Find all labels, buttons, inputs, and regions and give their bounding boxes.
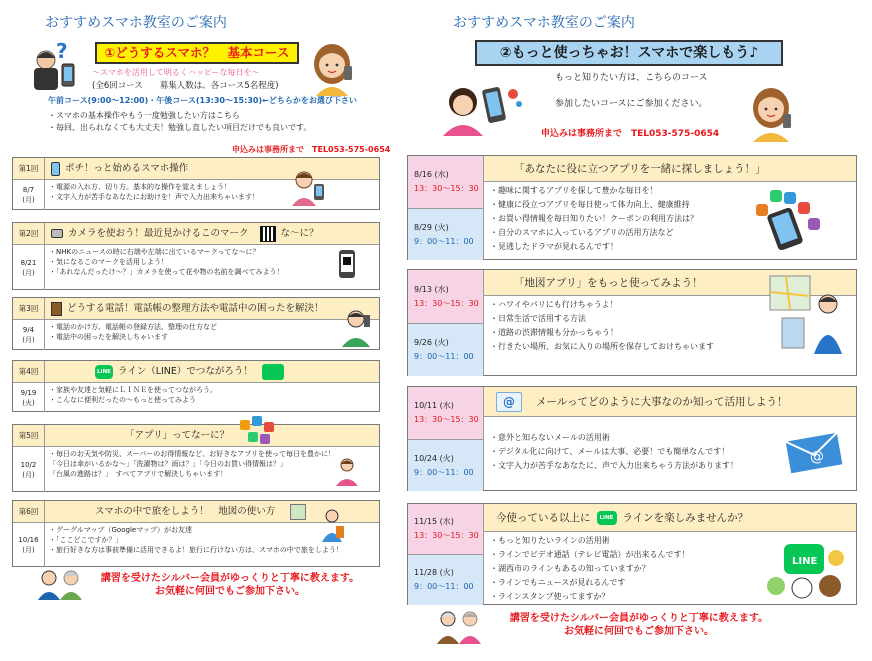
svg-text:LINE: LINE: [792, 556, 818, 567]
right-apply-contact: 申込みは事務所まで TEL053-575-0654: [541, 129, 720, 139]
course-day: 11/15 (水): [414, 517, 454, 526]
course-title: 「あなたに役に立つアプリを一緒に探しましょう！」: [514, 162, 766, 175]
line-app-icon: LINE: [597, 511, 617, 525]
svg-text:@: @: [810, 449, 824, 465]
course-bullet: ・お買い得情報を毎日知りたい！クーポンの利用方法は？: [490, 214, 698, 223]
lesson-3: [12, 297, 380, 350]
course-email: [407, 386, 857, 491]
lesson-date: 9/4: [22, 326, 35, 334]
right-sub-2: 参加したいコースにご参加ください。: [555, 99, 708, 109]
lesson-weekday: (月): [22, 268, 35, 277]
phone-icon: [51, 162, 60, 176]
confused-person-illustration: [26, 40, 82, 92]
course-bullet: ・ラインスタンプ使ってますか？: [490, 592, 610, 601]
lesson-number: 第3回: [13, 298, 45, 319]
course-time: 13：30～15：30: [414, 184, 479, 193]
lesson-weekday: (月): [22, 470, 35, 479]
lesson-number: 第6回: [13, 501, 45, 522]
course-time: 9：00～11：00: [414, 352, 474, 361]
course-time: 9：00～11：00: [414, 582, 474, 591]
note-2: ・毎回、出られなくても大丈夫！勉強し直したい項目だけでも良いです。: [48, 123, 312, 132]
lesson-title: カメラを使おう！最近見かけるこのマーク: [68, 227, 249, 239]
course-time: 9：00～11：00: [414, 467, 474, 477]
senior-teachers-illustration: [435, 608, 483, 644]
tagline: ～スマホを活用して明るくハッピーな毎日を～: [92, 68, 260, 77]
course-bullet: ・ハワイやパリにも行けちゃうよ！: [490, 300, 618, 309]
senior-teachers-illustration: [36, 568, 84, 600]
course-title: 今使っている以上に: [496, 511, 591, 524]
course-day: 8/16 (水): [414, 170, 449, 179]
app-icons-illustration: [238, 414, 278, 446]
lesson-bullet: ・旅行好きな方は事前準備に活用できるよ！旅行に行けない方は、スマホの中で旅をしよう！: [49, 546, 343, 554]
course-title: 「地図アプリ」をもっと使ってみよう！: [514, 276, 703, 289]
envelope-illustration: [784, 431, 848, 475]
lesson-bullet: ・電話中の困ったを解決しちゃいます: [49, 333, 168, 341]
course-day: 10/24 (火): [414, 453, 454, 463]
lesson-date: 10/2: [20, 460, 37, 469]
footer-line-2: お気軽に何回でもご参加下さい。: [155, 586, 305, 597]
course-bullet: ・健康に役立つアプリを毎日使って体力向上、健康維持: [490, 200, 690, 209]
phone-scanning-icon: [338, 249, 356, 279]
line-app-icon: LINE: [95, 365, 113, 379]
lesson-bullet: ・こんなに便利だったの～もっと使ってみよう: [49, 396, 196, 404]
course-day: 9/13 (水): [414, 284, 449, 294]
lesson-date: 8/7: [22, 186, 35, 194]
lesson-4: [12, 360, 380, 412]
course-day: 11/28 (火): [414, 568, 454, 577]
map-and-man-illustration: [768, 274, 848, 364]
woman-typing-illustration: [290, 166, 330, 206]
course-time: 13：30～15：30: [414, 531, 479, 540]
basic-course-title: ①どうするスマホ？ 基本コース: [95, 42, 299, 64]
course-day: 9/26 (火): [414, 338, 449, 347]
lesson-bullet: ・NHKのニュースの時に右端や左端に出ているマークってな～に？: [49, 248, 260, 256]
lesson-bullet: ・気になるこのマークを活用しよう！: [49, 258, 168, 266]
lesson-bullet: ・電源の入れ方、切り方。基本的な操作を覚えましょう！: [49, 183, 231, 191]
course-line: [407, 503, 857, 605]
course-bullet: ・道路の渋滞情報も分かっちゃう！: [490, 328, 618, 337]
lesson-bullet: ・「あれなんだったけ～？」カメラを使って花や物の名前を調べてみよう！: [49, 268, 284, 276]
left-footer: [90, 572, 370, 598]
right-heading: おすすめスマホ教室のご案内: [453, 15, 635, 31]
lesson-weekday: (月): [22, 546, 35, 554]
course-time: 9：00～11：00: [414, 236, 474, 246]
lesson-weekday: (月): [22, 196, 35, 204]
course-apps: [407, 155, 857, 260]
lesson-number: 第5回: [13, 425, 45, 446]
course-bullet: ・ラインでビデオ通話（テレビ電話）が出来るんです！: [490, 550, 690, 559]
course-maps: [407, 269, 857, 376]
course-info: (全6回コース 募集人数は、各コース5名程度): [92, 81, 279, 91]
lesson-title: ライン（LINE）でつながろう！: [118, 365, 253, 377]
phone-book-icon: [51, 302, 62, 316]
lesson-bullet: 「台風の進路は？」 すべてアプリで解決しちゃいます！: [49, 470, 228, 478]
svg-text:?: ?: [56, 40, 68, 63]
lesson-title: 「アプリ」ってなーに？: [125, 429, 230, 441]
lesson-title-suffix: な～に？: [280, 227, 319, 239]
course-bullet: ・もっと知りたいラインの活用術: [490, 536, 610, 545]
course-bullet: ・自分のスマホに入っているアプリの活用方法など: [490, 228, 674, 237]
lesson-bullet: ・電話のかけ方、電話帳の登録方法、整理の仕方など: [49, 323, 217, 331]
lesson-title: ポチ！っと始めるスマホ操作: [65, 162, 189, 174]
lesson-weekday: (月): [22, 336, 35, 344]
lesson-bullet: ・毎日のお天気や防災、スーパーのお得情報など、お好きなアプリを使って毎日を豊かに！: [49, 450, 336, 458]
course-bullet: ・ラインでもニュースが見れるんです: [490, 578, 626, 587]
lesson-bullet: ・家族や友達と気軽にＬＩＮＥを使ってつながろう。: [49, 386, 217, 394]
course-bullet: ・行きたい場所、お気に入りの場所を保存しておけちゃいます: [490, 342, 714, 351]
left-heading: おすすめスマホ教室のご案内: [45, 15, 227, 31]
qr-code-icon: [260, 226, 276, 242]
lesson-title: スマホの中で旅をしよう！ 地図の使い方: [95, 505, 276, 517]
course-time: 13：30～15：30: [414, 415, 479, 424]
course-bullet: ・見逃したドラマが見れるんです！: [490, 242, 618, 251]
line-stickers-illustration: [766, 538, 850, 602]
lesson-bullet: ・文字入力が苦手なあなたにお助けを！声で入力出来ちゃいます！: [49, 193, 259, 201]
note-1: ・スマホの基本操作やもう一度勉強したい方はこちら: [48, 111, 240, 120]
apply-contact: 申込みは事務所まで TEL053-575-0654: [232, 145, 391, 154]
course-day: 8/29 (火): [414, 222, 449, 232]
course-title: メールってどのように大事なのか知って活用しよう！: [536, 395, 788, 408]
lesson-date: 8/21: [20, 258, 37, 267]
lesson-2: [12, 222, 380, 290]
mail-at-icon: @: [496, 392, 522, 412]
footer-line-1: 講習を受けたシルバー会員がゆっくりと丁寧に教えます。: [100, 573, 360, 584]
lesson-bullet: 「今日は傘がいるかな～」「洗濯物は？雨は？」「今日のお買い得情報は？」: [49, 460, 287, 468]
advanced-course-title: ②もっと使っちゃお！スマホで楽しもう♪: [475, 40, 783, 66]
right-footer: [489, 612, 789, 638]
footer-line-1: 講習を受けたシルバー会員がゆっくりと丁寧に教えます。: [509, 613, 769, 624]
course-day: 10/11 (水): [414, 401, 454, 410]
course-bullet: ・日常生活で活用する方法: [490, 314, 586, 323]
course-times: 午前コース(9:00～12:00)・午後コース(13:30～15:30)←どちらかをお選び下さい: [48, 96, 357, 105]
lesson-5: [12, 424, 380, 492]
man-on-phone-illustration: [340, 307, 376, 347]
camera-icon: [51, 229, 63, 238]
smiling-woman-illustration: [743, 82, 799, 142]
lesson-weekday: (火): [22, 398, 35, 407]
lesson-date: 9/19: [20, 388, 37, 397]
lesson-number: 第1回: [13, 158, 45, 179]
footer-line-2: お気軽に何回でもご参加下さい。: [564, 626, 714, 637]
woman-with-smartphone-illustration: [435, 82, 525, 136]
lesson-bullet: ・グーグルマップ（Googleマップ）がお友達: [49, 526, 192, 534]
lesson-title: どうする電話！電話帳の整理方法や電話中の困ったを解決！: [67, 302, 324, 314]
course-bullet: ・意外と知らないメールの活用術: [490, 433, 610, 442]
course-time: 13：30～15：30: [414, 298, 479, 308]
lesson-number: 第2回: [13, 223, 45, 244]
right-sub-1: もっと知りたい方は、こちらのコース: [555, 73, 708, 83]
course-bullet: ・湖西市のラインもあるの知っていますか？: [490, 564, 650, 573]
course-bullet: ・デジタル化に向けて、メールは大事、必要！でも簡単なんです！: [490, 447, 730, 456]
map-icon: [290, 504, 306, 520]
line-stickers-icon: [262, 364, 284, 380]
lesson-bullet: ・「ここどこですか？」: [49, 536, 123, 544]
shopping-woman-illustration: [334, 456, 360, 486]
lesson-number: 第4回: [13, 361, 45, 382]
woman-with-phone-illustration: [306, 38, 358, 96]
course-bullet: ・趣味に関するアプリを探して豊かな毎日を！: [490, 186, 658, 195]
course-title-suffix: ラインを楽しみませんか？: [622, 511, 749, 524]
app-icons-cluster-illustration: [752, 188, 822, 250]
course-bullet: ・文字入力が苦手なあなたに、声で入力出来ちゃう方法があります！: [490, 461, 738, 470]
traveler-illustration: [318, 508, 346, 542]
lesson-date: 10/16: [18, 536, 39, 544]
